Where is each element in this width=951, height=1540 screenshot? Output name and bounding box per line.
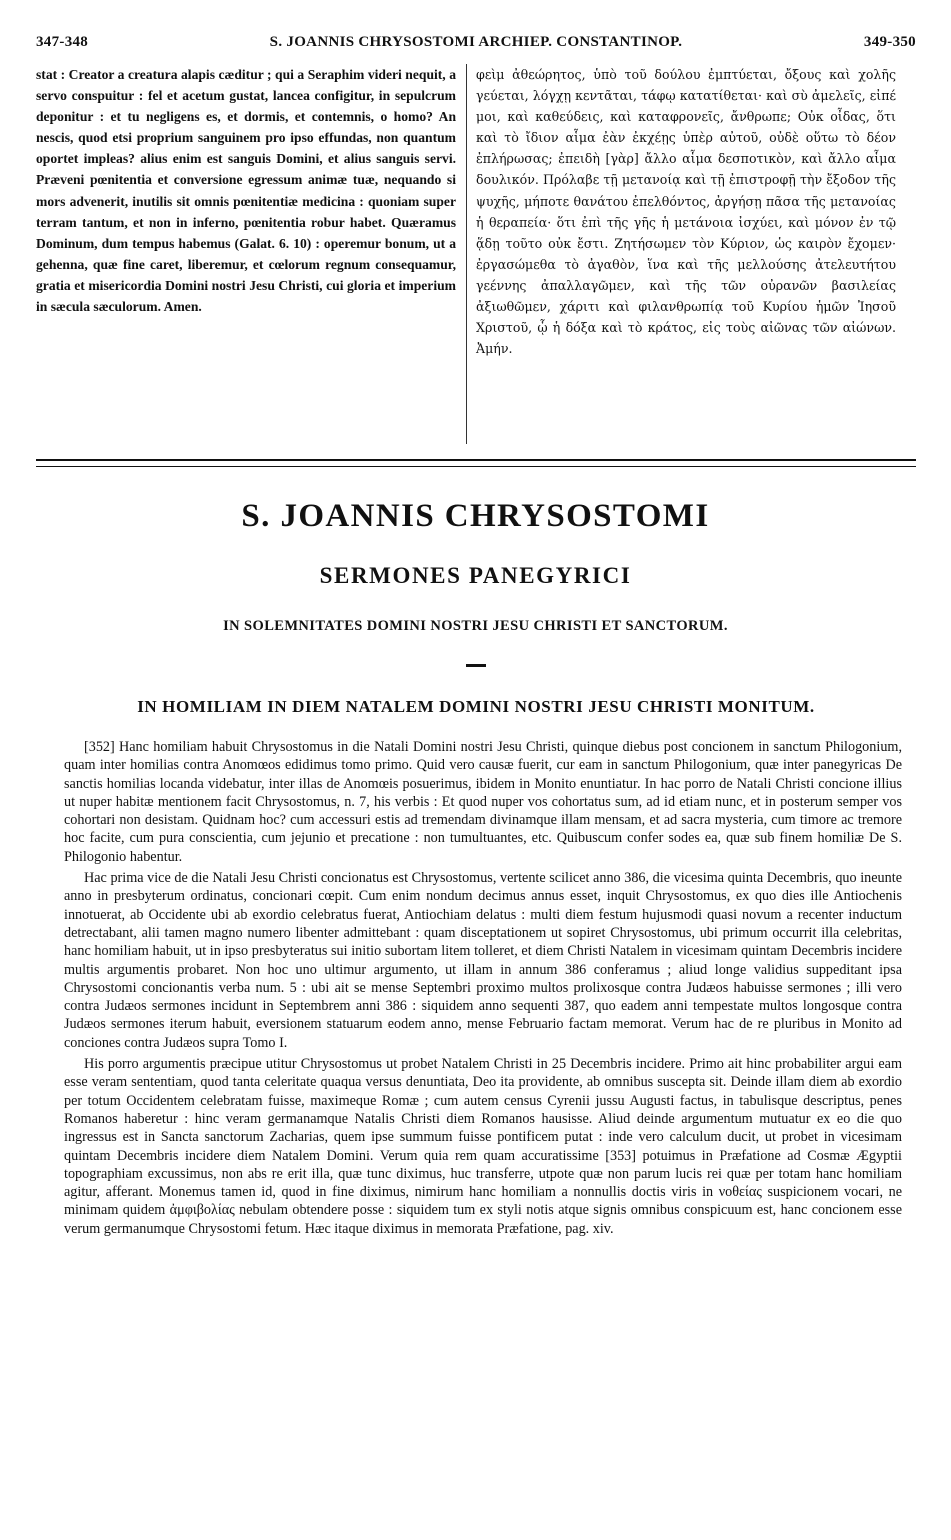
paragraph: Hac prima vice de die Natali Jesu Christi concionatus est Chrysostomus, vertente scilicet anno 386, die vicesima quinta Decembris, quo ineunte anno in presbyterum ordinatus, concionari cœpit. Cum enim nondum decimus annus esset, inquit Chrysostomus, ex quo dies ille Antiochenis innotuerat, ab Occidente ubi ab exordio celebratus fuerat, Antiochiam delatus : multi diem festum hujusmodi quasi novum a recenter inductum detrectabant, alii tamen magno numero libenter admittebant : quam disceptationem ut sopiret Chrysostomus, ubi primum occurrit illa celebritas, hanc homiliam habuit, ut in ipso presbyteratus sui initio subortam litem tolleret, et diem Christi Natalem in vicesimam quintam Decembris incidere multis argumentis probaret. Non hoc uno ultimur argumento, ut illam in annum 386 conferamus ; aliud longe validius suppeditant ipsa Chrysostomi concionantis verba num. 5 : ubi ait se mense Septembri proximo multos prolixosque contra Judæos habuisse sermones ; illi vero contra Judæos sermones incidunt in Septembrem anni 386 : siquidem anno sequenti 387, quo eadem anni tempestate multos longosque contra Judæos sermones iterum habuit, eversionem statuarum eodem anno, mense Februario factam memorat. Verum hac de re pluribus in Monito ad conciones contra Judæos supra Tomo I. xyxy=(64,870,902,1051)
latin-column: stat : Creator a creatura alapis cæditur ; qui a Seraphim videri nequit, a servo conspuitur : fel et acetum gustat, lancea configitur, in sepulcrum deponitur : et tu negligens es, et dormis, et contemnis, o homo? An nescis, quod etsi proprium sanguinem pro ipso effundas, non quantum oportet impleas? alius enim est sanguis Domini, et alius sanguis servi. Præveni pœnitentia et conversione egressum animæ tuæ, nequando si mors advenerit, inutilis sit omnis pœnitentiæ medicina : quoniam super terram tantum, et non in inferno, pœnitentia robur habet. Quæramus Dominum, dum tempus habemus (Galat. 6. 10) : operemur bonum, ut a gehenna, quæ fine caret, liberemur, et cœlorum regnum consequamur, gratia et misericordia Domini nostri Jesu Christi, cui gloria et imperium in sæcula sæculorum. Amen. xyxy=(36,67,456,315)
main-title: S. JOANNIS CHRYSOSTOMI xyxy=(241,498,710,534)
section-heading: IN HOMILIAM IN DIEM NATALEM DOMINI NOSTRI JESU CHRISTI MONITUM. xyxy=(137,697,815,716)
paragraph: His porro argumentis præcipue utitur Chrysostomus ut probet Natalem Christi in 25 Decembris incidere. Primo ait hinc probabiliter argui eam esse veram sententiam, quod tanta celeritate quaqua versus denuntiata, Deo ita providente, ab omnibus suscepta sit. Deinde illam diem ab exordio per totum Occidentem celebratam fuisse, maximeque Romæ ; cum autem census Cyrenii jussu Augusti factus, in tabulisque descriptus, penes Romanos haberetur : hinc veram germanamque Natalis Christi diem Romanos hausisse. Aliud deinde argumentum mutuatur ex eo die quo ingressus est in Sancta sanctorum Zacharias, quem ipse summum fuisse pontificem putat : inde vero calculum ducit, ut probet in vicesimam quintam Decembris incidere diem Natalem Domini. Verum quia rem quam accuratissime [353] potuimus in Præfatione ad Cosmæ Ægyptii topographiam excussimus, non abs re erit illa, quæ tunc diximus, huc transferre, utpote quæ non parum lucis rei quæ per totam hanc homiliam agitur, afferant. Monemus tamen id, quod in fine diximus, nimirum hanc homiliam a nonnullis doctis viris in νοθείας suspicionem vocari, ne minimam quidem ἀμφιβολίας nebulam obtendere posse : siquidem tum ex styli notis atque signis omnibus conspicuum est, hanc concionem esse verum germanumque Chrysostomi fetum. Hæc itaque diximus in memorata Præfatione, pag. xiv. xyxy=(64,1056,902,1237)
running-head xyxy=(36,34,916,56)
sub-title: SERMONES PANEGYRICI xyxy=(319,563,632,588)
section-divider xyxy=(36,459,916,467)
sub-sub-title: IN SOLEMNITATES DOMINI NOSTRI JESU CHRISTI ET SANCTORUM. xyxy=(223,618,728,634)
page-numbers-left: 347-348 xyxy=(36,34,89,50)
greek-column: φεὶμ ἀθεώρητος, ὑπὸ τοῦ δούλου ἐμπτύεται, ὄξους καὶ χολῆς γεύεται, λόγχῃ κεντᾶται, τάφῳ κατατίθεται· καὶ σὺ ἀμελεῖς, εἰπέ μοι, καὶ καθεύδεις, καὶ καταφρονεῖς, ἄνθρωπε; Οὐκ οἶδας, ὅτι καὶ τὸ ἴδιον αἷμα ἐὰν ἐκχέῃς ὑπὲρ αὐτοῦ, οὐδὲ οὕτω τὸ δέον ἐπλήρωσας; ἐπειδὴ [γὰρ] ἄλλο αἷμα δεσποτικὸν, καὶ ἄλλο αἷμα δουλικόν. Πρόλαβε τῇ μετανοίᾳ καὶ τῇ ἐπιστροφῇ τὴν ἔξοδον τῆς ψυχῆς, μήποτε θανάτου ἐπελθόντος, ἀργήσῃ πᾶσα τῆς μετανοίας ἡ θεραπεία· ὅτι ἐπὶ τῆς γῆς ἡ μετάνοια ἰσχύει, καὶ μόνον ἐν τῷ ᾅδῃ τοῦτο οὐκ ἔστι. Ζητήσωμεν τὸν Κύριον, ὡς καιρὸν ἔχομεν· ἐργασώμεθα τὸ ἀγαθὸν, ἵνα καὶ τῆς μελλούσης ἀτελευτήτου γεέννης ἀπαλλαγῶμεν, καὶ τῆς τῶν οὐρανῶν βασιλείας ἀξιωθῶμεν, χάριτι καὶ φιλανθρωπίᾳ τοῦ Κυρίου ἡμῶν Ἰησοῦ Χριστοῦ, ᾧ ἡ δόξα καὶ τὸ κράτος, εἰς τοὺς αἰῶνας τῶν αἰώνων. Ἀμήν. xyxy=(476,67,896,357)
paragraph: [352] Hanc homiliam habuit Chrysostomus in die Natali Domini nostri Jesu Christi, quinque diebus post concionem in sanctum Philogonium, quam inter homilias contra Anomœos edidimus tomo primo. Quid vero causæ fuerit, cur eam in sanctum Philogonium, quæ inter panegyricas De sanctis homilias locanda videbatur, inter illas de Anomœis posuerimus, ibidem in Monito enuntiatur. In hac porro de Natali Christi concione illius ut nuper habitæ mentionem facit Chrysostomus, n. 7, his verbis : Et quod nuper vos cohortatus sum, ad id etiam nunc, et in posterum semper vos cohortari non desistam. Quidnam hoc? cum accessuri estis ad tremendam divinamque illam mensam, et ad sacra mysteria, cum timore ac tremore hoc facite, cum pura conscientia, cum jejunio et precatione : non tumultuantes, etc. Quibuscum confer sodes ea, quæ sub finem homiliæ De S. Philogonio habentur. xyxy=(64,739,902,865)
running-title: S. JOANNIS CHRYSOSTOMI ARCHIEP. CONSTANTINOP. xyxy=(269,34,683,50)
monitum-body xyxy=(64,738,902,1241)
page-numbers-right: 349-350 xyxy=(863,34,916,50)
column-divider xyxy=(466,64,467,444)
two-column-text xyxy=(36,64,916,454)
title-dash xyxy=(466,664,486,667)
